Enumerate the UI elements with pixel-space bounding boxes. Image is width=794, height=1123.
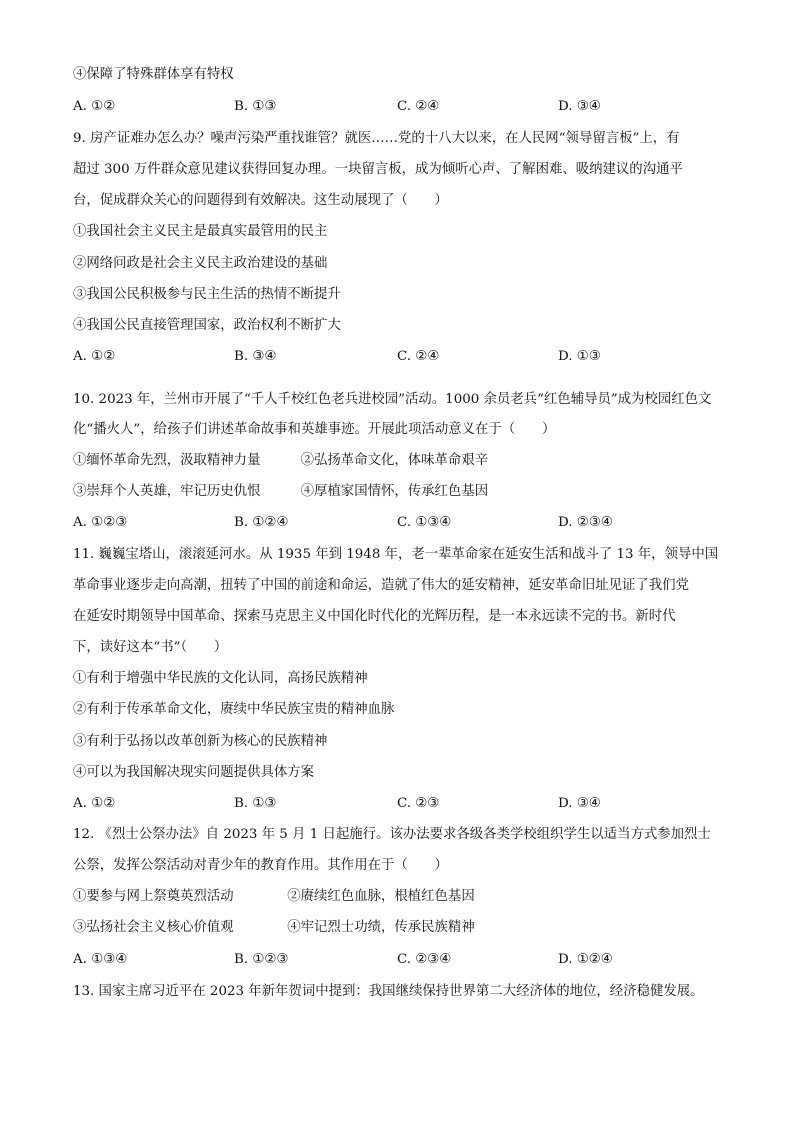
q10-option-d: D. ②③④ [558, 515, 613, 530]
q9-stem-line-3: 台，促成群众关心的问题得到有效解决。这生动展现了（ ） [73, 193, 448, 208]
q8-item-4: ④保障了特殊群体享有特权 [73, 67, 234, 82]
q12-items-row-1: ①要参与网上祭奠英烈活动 ②赓续红色血脉，根植红色基因 [73, 889, 475, 904]
q8-option-c: C. ②④ [397, 99, 440, 114]
q11-item-2: ②有利于传承革命文化，赓续中华民族宝贵的精神血脉 [73, 702, 395, 717]
q11-stem-line-4: 下，读好这本“书”（ ） [73, 640, 228, 655]
q9-item-1: ①我国社会主义民主是最真实最管用的民主 [73, 224, 328, 239]
q9-stem-line-1: 9. 房产证难办怎么办？噪声污染严重找谁管？就医……党的十八大以来，在人民网“领导留言板”上，有 [73, 131, 680, 146]
q10-option-c: C. ①③④ [397, 515, 452, 530]
q8-option-b: B. ①③ [234, 99, 277, 114]
q12-option-a: A. ①③④ [73, 952, 128, 967]
q12-stem-line-2: 公祭，发挥公祭活动对青少年的教育作用。其作用在于（ ） [73, 858, 448, 873]
q10-option-b: B. ①②④ [234, 515, 289, 530]
q11-option-a: A. ①② [73, 796, 116, 811]
q11-item-3: ③有利于弘扬以改革创新为核心的民族精神 [73, 734, 328, 749]
q11-item-1: ①有利于增强中华民族的文化认同，高扬民族精神 [73, 671, 368, 686]
q9-item-3: ③我国公民积极参与民主生活的热情不断提升 [73, 287, 341, 302]
q9-stem-line-2: 超过 300 万件群众意见建议获得回复办理。一块留言板，成为倾听心声、了解困难、吸纳建议的沟通平 [73, 162, 683, 177]
q12-option-c: C. ②③④ [397, 952, 452, 967]
q11-option-d: D. ③④ [558, 796, 601, 811]
q12-option-d: D. ①②④ [558, 952, 613, 967]
q12-stem-line-1: 12. 《烈士公祭办法》自 2023 年 5 月 1 日起施行。该办法要求各级各类学校组织学生以适当方式参加烈士 [73, 827, 711, 842]
q11-option-c: C. ②③ [397, 796, 440, 811]
q10-stem-line-1: 10. 2023 年，兰州市开展了“千人千校红色老兵进校园”活动。1000 余员老兵“红色辅导员”成为校园红色文 [73, 392, 712, 407]
q11-stem-line-3: 在延安时期领导中国革命、探索马克思主义中国化时代化的光辉历程，是一本永远读不完的书。新时代 [73, 609, 676, 624]
q11-stem-line-2: 革命事业逐步走向高潮，扭转了中国的前途和命运，造就了伟大的延安精神，延安革命旧址见证了我们党 [73, 578, 689, 593]
q9-option-a: A. ①② [73, 349, 116, 364]
q12-items-row-2: ③弘扬社会主义核心价值观 ④牢记烈士功绩，传承民族精神 [73, 920, 475, 935]
q8-option-a: A. ①② [73, 99, 116, 114]
q11-item-4: ④可以为我国解决现实问题提供具体方案 [73, 765, 315, 780]
q11-stem-line-1: 11. 巍巍宝塔山，滚滚延河水。从 1935 年到 1948 年，老一辈革命家在延安生活和战斗了 13 年，领导中国 [73, 547, 719, 562]
q9-option-b: B. ③④ [234, 349, 277, 364]
q8-option-d: D. ③④ [558, 99, 601, 114]
q10-stem-line-2: 化“播火人”，给孩子们讲述革命故事和英雄事迹。开展此项活动意义在于（ ） [73, 422, 556, 437]
q9-option-c: C. ②④ [397, 349, 440, 364]
q9-item-2: ②网络问政是社会主义民主政治建设的基础 [73, 256, 328, 271]
q10-items-row-1: ①缅怀革命先烈，汲取精神力量 ②弘扬革命文化，体味革命艰辛 [73, 453, 489, 468]
q11-option-b: B. ①③ [234, 796, 277, 811]
q12-option-b: B. ①②③ [234, 952, 289, 967]
q9-item-4: ④我国公民直接管理国家，政治权利不断扩大 [73, 318, 341, 333]
q10-items-row-2: ③崇拜个人英雄，牢记历史仇恨 ④厚植家国情怀，传承红色基因 [73, 484, 489, 499]
q13-stem-line-1: 13. 国家主席习近平在 2023 年新年贺词中提到：我国继续保持世界第二大经济体的地位，经济稳健发展。 [73, 984, 704, 999]
q9-option-d: D. ①③ [558, 349, 601, 364]
q10-option-a: A. ①②③ [73, 515, 128, 530]
